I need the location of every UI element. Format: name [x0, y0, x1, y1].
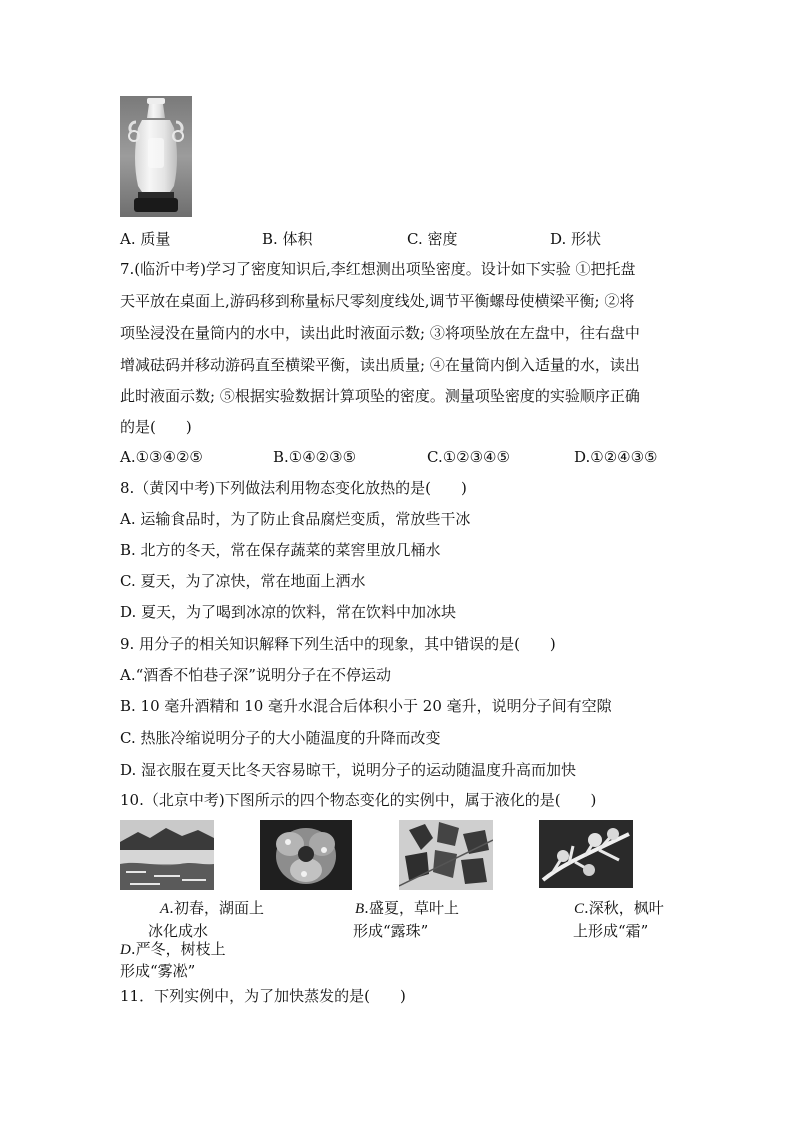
q10-caption-b [355, 897, 459, 920]
q11-stem: 11．下列实例中，为了加快蒸发的是( ) [120, 987, 406, 1005]
q7-option-b: B.①④②③⑤ [273, 448, 357, 466]
q10-caption-a [160, 897, 264, 920]
q9-option-b: B. 10 毫升酒精和 10 毫升水混合后体积小于 20 毫升，说明分子间有空隙 [120, 697, 612, 715]
q9-option-a: A.“酒香不怕巷子深”说明分子在不停运动 [120, 666, 391, 684]
q7-line-3: 项坠浸没在量筒内的水中，读出此时液面示数; ③将项坠放在左盘中，往右盘中 [120, 324, 640, 342]
q6-option-a: A. 质量 [120, 230, 171, 248]
q9-option-c: C. 热胀冷缩说明分子的大小随温度的升降而改变 [120, 729, 441, 747]
q10-caption-d-line1: .严冬，树枝上 [130, 940, 226, 958]
q10-caption-b-letter: B [355, 901, 365, 917]
q8-option-a: A. 运输食品时，为了防止食品腐烂变质，常放些干冰 [120, 510, 471, 528]
q10-caption-b-line1: .盛夏，草叶上 [364, 899, 459, 917]
q8-option-b: B. 北方的冬天，常在保存蔬菜的菜窖里放几桶水 [120, 541, 441, 559]
q10-image-c-maple [399, 820, 493, 890]
q10-caption-a-letter: A [160, 901, 170, 917]
q7-line-5: 此时液面示数; ⑤根据实验数据计算项坠的密度。测量项坠密度的实验顺序正确 [120, 387, 640, 405]
q7-line-4: 增减砝码并移动游码直至横梁平衡，读出质量; ④在量筒内倒入适量的水，读出 [120, 356, 640, 374]
q10-caption-d-2: 形成“雾凇” [120, 962, 196, 980]
q6-option-b: B. 体积 [262, 230, 313, 248]
q10-caption-b-2: 形成“露珠” [353, 922, 429, 940]
jade-vase-image [120, 96, 192, 217]
q7-line-6: 的是( ) [120, 418, 192, 436]
q10-caption-a-line1: .初春，湖面上 [169, 899, 264, 917]
q6-option-d: D. 形状 [550, 230, 602, 248]
q8-option-d: D. 夏天，为了喝到冰凉的饮料，常在饮料中加冰块 [120, 603, 457, 621]
q10-image-b-dew [260, 820, 352, 890]
q7-line-1: 7.(临沂中考)学习了密度知识后,李红想测出项坠密度。设计如下实验 ①把托盘 [120, 260, 636, 278]
q10-caption-c [574, 897, 664, 920]
q10-caption-c-letter: C [574, 901, 585, 917]
q7-option-a: A.①③④②⑤ [120, 448, 203, 466]
q10-caption-c-2: 上形成“霜” [573, 922, 649, 940]
q7-option-c: C.①②③④⑤ [427, 448, 510, 466]
q10-image-a-lake [120, 820, 214, 890]
q10-caption-a-2: 冰化成水 [148, 922, 209, 940]
q6-option-c: C. 密度 [407, 230, 458, 248]
q8-stem: 8.（黄冈中考)下列做法利用物态变化放热的是( ) [120, 479, 467, 497]
q10-caption-d [120, 938, 226, 961]
q9-option-d: D. 湿衣服在夏天比冬天容易晾干，说明分子的运动随温度升高而加快 [120, 761, 577, 779]
q10-stem: 10.（北京中考)下图所示的四个物态变化的实例中，属于液化的是( ) [120, 791, 597, 809]
q10-image-d-rime [539, 820, 633, 888]
q7-line-2: 天平放在桌面上,游码移到称量标尺零刻度线处,调节平衡螺母使横梁平衡; ②将 [120, 292, 635, 310]
q7-option-d: D.①②④③⑤ [574, 448, 658, 466]
q9-stem: 9. 用分子的相关知识解释下列生活中的现象，其中错误的是( ) [120, 635, 556, 653]
q10-caption-d-letter: D [120, 942, 131, 958]
q10-caption-c-line1: .深秋，枫叶 [584, 899, 664, 917]
q8-option-c: C. 夏天，为了凉快，常在地面上洒水 [120, 572, 366, 590]
